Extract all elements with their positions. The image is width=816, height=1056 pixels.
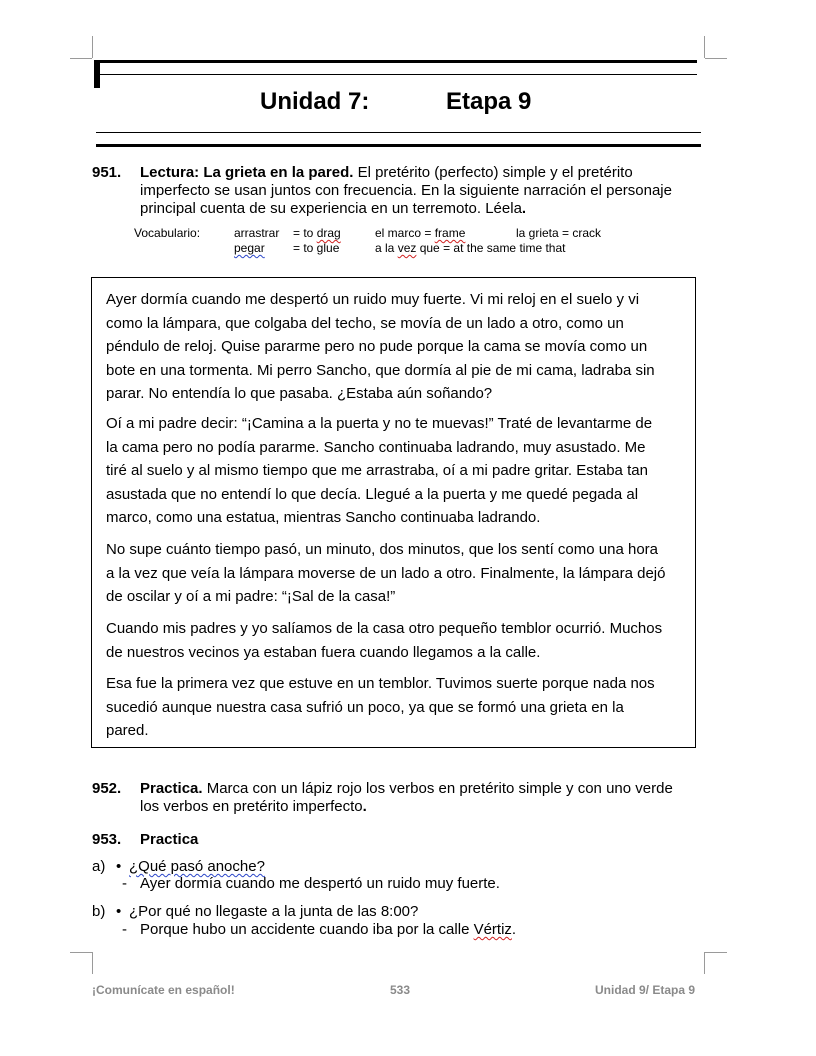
reading-paragraph-3: No supe cuánto tiempo pasó, un minuto, dos minutos, que los sentí como una hora a la vez que veía la lámpara moverse de un lado a otro. Finalmente, la lámpara dejó de oscilar y oí a mi padre: “¡Sal de la casa!” (106, 541, 666, 606)
exercise-951-line-2: imperfecto se usan juntos con frecuencia. En la siguiente narración el personaje (140, 182, 672, 199)
crop-mark-br-h (705, 952, 727, 953)
header-rule-thin (96, 74, 697, 75)
stage-title: Etapa 9 (446, 88, 532, 115)
vocab-label: Vocabulario: (134, 226, 201, 240)
reading-paragraph-1: Ayer dormía cuando me despertó un ruido muy fuerte. Vi mi reloj en el suelo y vi como la lámpara, que colgaba del techo, se movía de un lado a otro, como un péndulo de reloj. Quise pararme pero no pude porque la cama se movía como un bote en una tormenta. Mi perro Sancho, que dormía al pie de mi cama, ladraba sin parar. No entendía lo que pasaba. ¿Estaba aún soñando? (106, 291, 655, 403)
vocab-word-pegar: pegar (234, 241, 265, 255)
exercise-951-title: Lectura: La grieta en la pared. (140, 164, 354, 181)
reading-paragraph-5: Esa fue la primera vez que estuve en un temblor. Tuvimos suerte porque nada nos sucedió aunque nuestra casa sufrió un poco, ya que se formó una grieta en la pared. (106, 675, 655, 740)
crop-mark-bl-v (92, 952, 93, 974)
item-a-answer: Ayer dormía cuando me despertó un ruido muy fuerte. (140, 875, 500, 892)
vocab-word-arrastrar: arrastrar (234, 226, 280, 240)
item-b-question: ¿Por qué no llegaste a la junta de las 8:00? (129, 903, 419, 920)
unit-title: Unidad 7: (260, 88, 370, 115)
exercise-951-line-3: principal cuenta de su experiencia en un terremoto. Léela. (140, 200, 527, 217)
footer-right: Unidad 9/ Etapa 9 (595, 983, 696, 997)
exercise-952-text: Practica. Marca con un lápiz rojo los verbos en pretérito simple y con uno verde los verbos en pretérito imperfecto. (140, 780, 673, 815)
item-a-dash: - (122, 875, 127, 892)
footer-page-number: 533 (390, 983, 411, 997)
exercise-951-text (140, 164, 700, 218)
item-a-label: a) (92, 858, 106, 875)
title-rule-thick (96, 144, 701, 147)
item-a-question: ¿Qué pasó anoche? (129, 858, 265, 875)
footer-left: ¡Comunícate en español! (92, 983, 235, 997)
crop-mark-bl-h (70, 952, 92, 953)
exercise-952-title: Practica. (140, 780, 203, 797)
crop-mark-br-v (704, 952, 705, 974)
crop-mark-tl-h (70, 58, 92, 59)
exercise-951-line-1: Lectura: La grieta en la pared. El pretérito (perfecto) simple y el pretérito (140, 164, 633, 181)
reading-paragraph-4: Cuando mis padres y yo salíamos de la casa otro pequeño temblor ocurrió. Muchos de nuestros vecinos ya estaban fuera cuando llegamos a la calle. (106, 620, 663, 661)
vocab-grieta: la grieta = crack (516, 226, 602, 240)
vocab-def-arrastrar: = to drag (293, 226, 341, 240)
exercise-951-number: 951. (92, 164, 122, 181)
crop-mark-tr-v (704, 36, 705, 58)
reading-paragraph-2: Oí a mi padre decir: “¡Camina a la puerta y no te muevas!” Traté de levantarme de la cama pero no podía pararme. Sancho continuaba ladrando, muy asustado. Me tiré al suelo y al mismo tiempo que me arrastraba, oí a mi padre gritar. Estaba tan asustada que no entendí lo que decía. Llegué a la puerta y me quedé pegada al marco, como una estatua, mientras Sancho continuaba ladrando. (106, 415, 653, 527)
exercise-953-number: 953. (92, 831, 122, 848)
vocab-marco: el marco = frame (375, 226, 466, 240)
item-b-label: b) (92, 903, 106, 920)
item-b-bullet: • (116, 903, 122, 920)
vocab-def-pegar: = to glue (293, 241, 340, 255)
exercise-952-number: 952. (92, 780, 122, 797)
title-rule-thin (96, 132, 701, 133)
item-b-answer: Porque hubo un accidente cuando iba por la calle Vértiz. (140, 921, 517, 938)
crop-mark-tr-h (705, 58, 727, 59)
item-a-bullet: • (116, 858, 122, 875)
crop-mark-tl-v (92, 36, 93, 58)
exercise-953-title: Practica (140, 831, 199, 848)
vocab-a-la-vez: a la vez que = at the same time that (375, 241, 566, 255)
header-rule-thick (94, 60, 697, 63)
item-b-dash: - (122, 921, 127, 938)
